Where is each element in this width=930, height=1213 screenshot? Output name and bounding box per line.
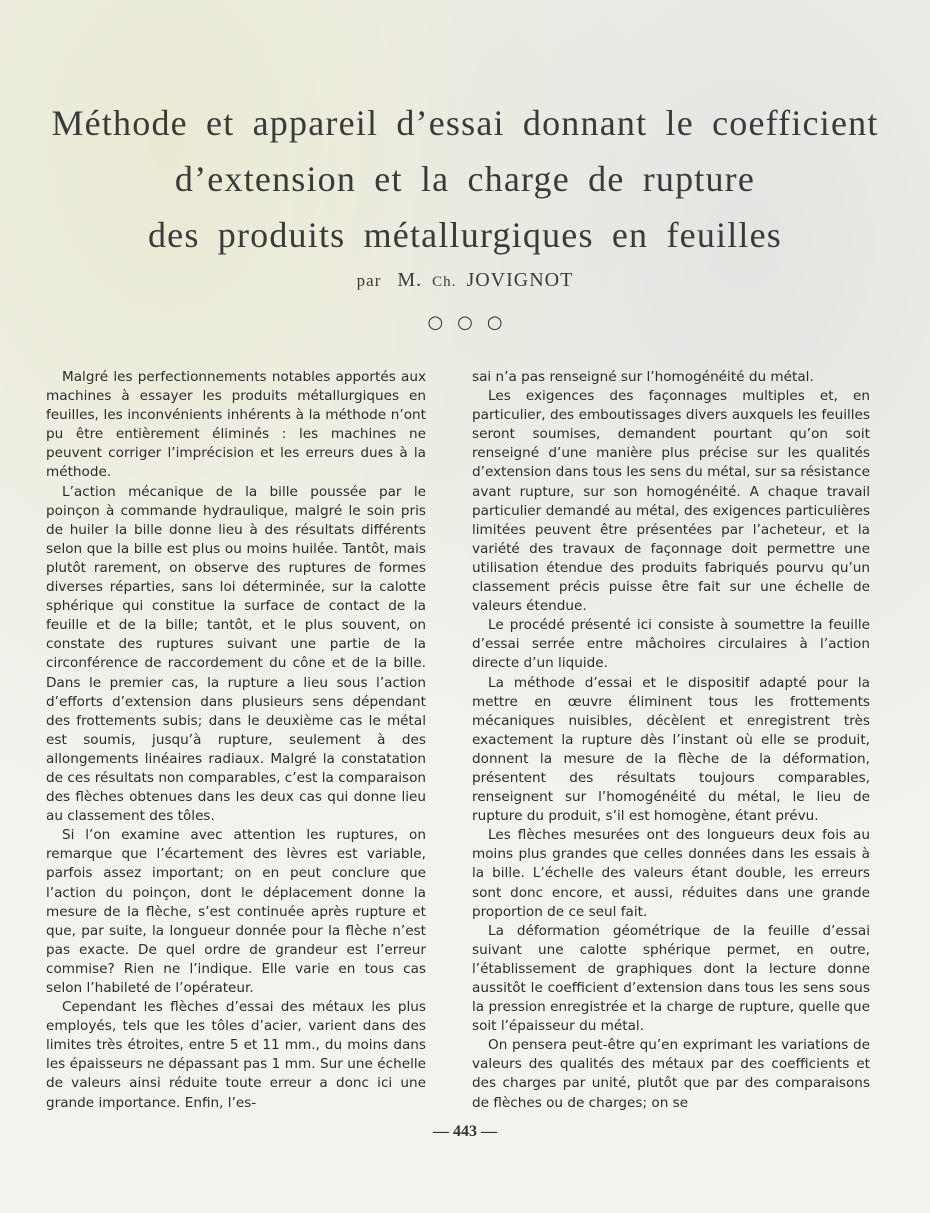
paragraph: sai n’a pas renseigné sur l’homogénéité du métal. <box>472 369 814 385</box>
byline-initial: M. <box>397 269 433 291</box>
paragraph: La méthode d’essai et le dispositif adapté pour la mettre en œuvre éliminent tous les frottements mécaniques nuisibles, décèlent et enregistrent très exactement la rupture dès l’instant où elle se produit, donnent la mesure de la flèche de la déformation, présentent des résultats toujours comparables, renseignent sur l’homogénéité du métal, le lieu de rupture du produit, s’il est homogène, étant prévu. <box>472 674 870 825</box>
byline-author-name: JOVIGNOT <box>466 269 574 291</box>
paragraph: On pensera peut-être qu’en exprimant les variations de valeurs des qualités des métaux par des coefficients et des charges par unité, plutôt que par des comparaisons de flèches ou de charges; on se <box>472 1037 870 1111</box>
paragraph: Le procédé présenté ici consiste à soumettre la feuille d’essai serrée entre mâchoires circulaires à l’action directe d’un liquide. <box>472 617 870 672</box>
paragraph: Cependant les flèches d’essai des métaux les plus employés, tels que les tôles d’acier, varient dans des limites très étroites, entre 5 et 11 mm., du moins dans les épaisseurs ne dépassant pas 1 mm. Sur une échelle de valeurs ainsi réduite toute erreur a donc ici une grande importance. Enfin, l’es- <box>46 999 426 1111</box>
paragraph: Si l’on examine avec attention les ruptures, on remarque que l’écartement des lèvres est variable, parfois assez important; on en peut conclure que l’action du poinçon, dont le déplacement donne la mesure de la flèche, s’est continuée après rupture et que, par suite, la longueur donnée pour la flèche n’est pas exacte. De quel ordre de grandeur est l’erreur commise? Rien ne l’indique. Elle varie en tous cas selon l’habileté de l’opérateur. <box>46 827 426 996</box>
paragraph: Les flèches mesurées ont des longueurs deux fois au moins plus grandes que celles données dans les essais à la bille. L’échelle des valeurs étant double, les erreurs sont donc encore, et aussi, réduites dans une grande proportion de ce seul fait. <box>472 827 870 920</box>
paragraph: Les exigences des façonnages multiples et, en particulier, des emboutissages divers auxquels les feuilles seront soumises, demandent pourtant qu’on soit renseigné d’une manière plus précise sur les qualités d’extension dans tous les sens du métal, sur sa résistance avant rupture, sur son homogénéité. A chaque travail particulier demandé au métal, des exigences particulières limitées peuvent être présentées par l’acheteur, et la variété des travaux de façonnage doit permettre une utilisation étendue des produits fabriqués pourvu qu’un classement précis puisse être fait sur une échelle de valeurs étendue. <box>472 388 870 615</box>
article-title-line-2: d’extension et la charge de rupture <box>174 159 756 199</box>
ornament-circles: ○○○ <box>427 312 517 333</box>
article-title-line-1: Méthode et appareil d’essai donnant le coefficient <box>51 103 879 143</box>
right-column <box>472 368 870 1113</box>
byline <box>0 269 930 292</box>
paragraph: Malgré les perfectionnements notables apportés aux machines à essayer les produits métallurgiques en feuilles, les inconvénients inhérents à la méthode n’ont pu être entièrement éliminés : les machines ne peuvent corriger l’imprécision et les erreurs dues à la méthode. <box>46 369 426 481</box>
page-number: — 443 — <box>433 1123 497 1140</box>
byline-par: par <box>356 271 382 290</box>
left-column <box>46 368 426 1113</box>
article-title-line-3: des produits métallurgiques en feuilles <box>147 215 783 255</box>
paragraph: L’action mécanique de la bille poussée par le poinçon à commande hydraulique, malgré le soin pris de huiler la bille donne lieu à des résultats différents selon que la bille est plus ou moins huilée. Tantôt, mais plutôt rarement, on observe des ruptures de formes diverses réparties, sans loi déterminée, sur la calotte sphérique qui constitue la surface de contact de la feuille et de la bille; tantôt, et le plus souvent, on constate des ruptures suivant une partie de la circonférence de raccordement du cône et de la bille. Dans le premier cas, la rupture a lieu sous l’action d’efforts d’extension dans plusieurs sens dépendant des frottements subis; dans le deuxième cas le métal est soumis, jusqu’à rupture, seulement à des allongements linéaires radiaux. Malgré la constatation de ces résultats non comparables, c’est la comparaison des flèches obtenues dans les deux cas qui donne lieu au classement des tôles. <box>46 483 426 825</box>
byline-ch: Ch. <box>432 274 457 290</box>
paragraph: La déformation géométrique de la feuille d’essai suivant une calotte sphérique permet, en outre, l’établissement de graphiques dont la lecture donne aussitôt le coefficient d’extension dans tous les sens sous la pression enregistrée et la charge de rupture, quelle que soit l’épaisseur du métal. <box>472 922 870 1035</box>
article-header <box>0 95 930 333</box>
